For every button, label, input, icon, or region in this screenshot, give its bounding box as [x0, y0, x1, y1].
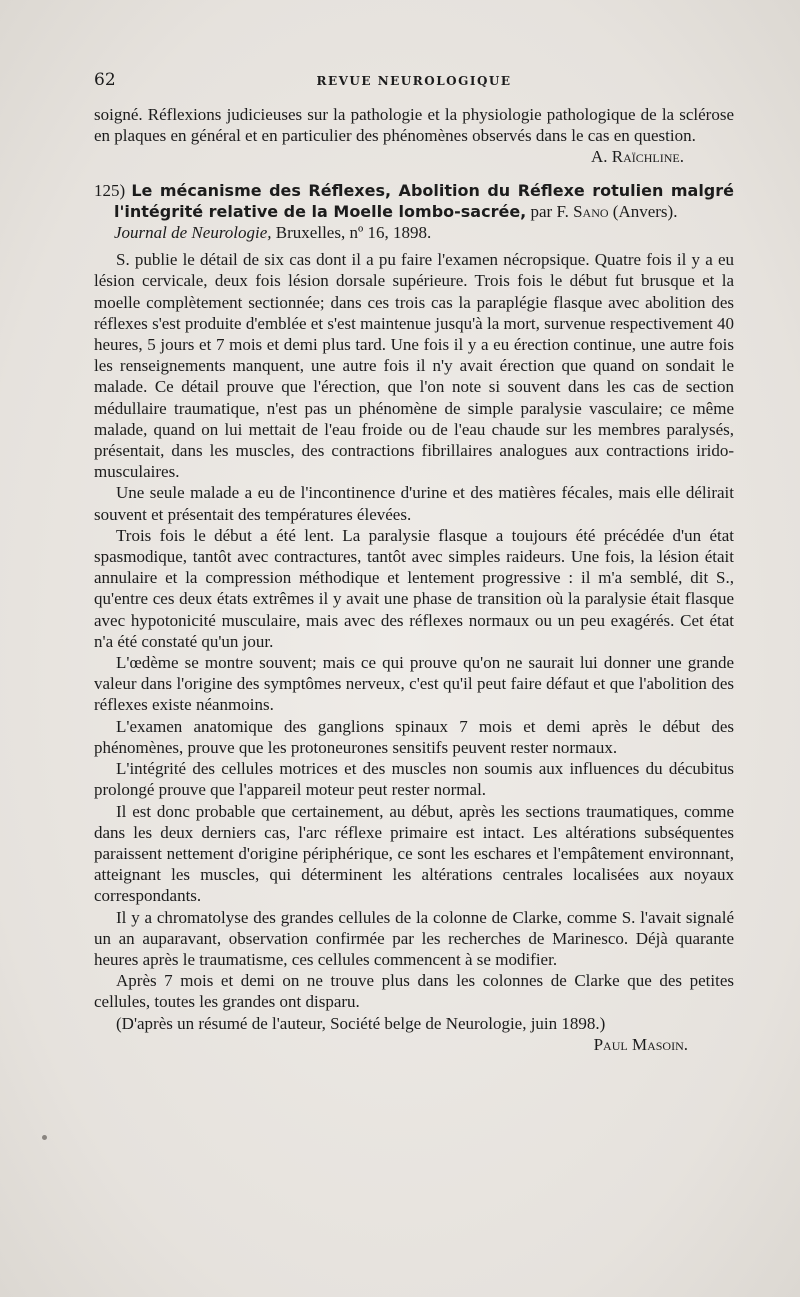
previous-review-text: soigné. Réflexions judicieuses sur la pathologie et la physiologie pathologique de la sclérose en plaques en général et en particulier des phénomènes observés dans le cas en question.: [94, 105, 734, 146]
article-source: [94, 222, 734, 243]
article-author: Sano: [573, 201, 609, 221]
journal-citation: Bruxelles, nº 16, 1898.: [275, 223, 432, 243]
paragraph-7: Il est donc probable que certainement, au début, après les sections traumatiques, comme dans les deux derniers cas, l'arc réflexe primaire est intact. Les altérations subséquentes paraissent nettement d'origine périphérique, ce sont les eschares et l'empâtement environnant, atteignant les muscles, qui déterminent les altérations centrales localisées aux noyaux correspondants.: [94, 801, 734, 906]
paragraph-8: Il y a chromatolyse des grandes cellules de la colonne de Clarke, comme S. l'avait signalé un an auparavant, observation confirmée par les recherches de Marinesco. Déjà quarante heures après le traumatisme, ces cellules commencent à se modifier.: [94, 907, 734, 969]
article-city: (Anvers).: [612, 201, 678, 221]
article-by: par F.: [530, 201, 569, 221]
journal-name: Journal de Neurologie,: [114, 223, 272, 243]
paper-blemish: [42, 1135, 47, 1140]
paragraph-5: L'examen anatomique des ganglions spinaux 7 mois et demi après le début des phénomènes, prouve que les protoneurones sensitifs peuvent rester normaux.: [94, 716, 734, 757]
article-heading: [94, 180, 734, 222]
paragraph-1: S. publie le détail de six cas dont il a pu faire l'examen nécropsique. Quatre fois il y a eu lésion cervicale, deux fois lésion dorsale supérieure. Trois fois le début fut brusque et la moelle complètement sectionnée; dans ces trois cas la paraplégie flasque avec abolition des réflexes s'est produite d'emblée et s'est maintenue jusqu'à la mort, survenue respectivement 40 heures, 5 jours et 7 mois et demi plus tard. Une fois il y a eu érection continue, une autre fois les renseignements manquent, une autre fois il n'y avait érection que quand on sondait le malade. Ce détail prouve que l'érection, que l'on note si souvent dans les cas de section médullaire traumatique, n'est pas un phénomène de simple paralysie vasculaire; ce même malade, quand on lui mettait de l'eau froide ou de l'eau chaude sur les membres paralysés, présentait, dans les muscles, des contractions fibrillaires analogues aux contractions irido-musculaires.: [94, 250, 734, 482]
running-head: REVUE NEUROLOGIQUE: [316, 74, 512, 88]
article-number: 125): [94, 180, 126, 200]
article-title: Le mécanisme des Réflexes, Abolition du Réflexe rotulien malgré l'intégrité relative de la Moelle lombo-sacrée,: [114, 180, 735, 221]
paragraph-6: L'intégrité des cellules motrices et des muscles non soumis aux influences du décubitus prolongé prouve que l'appareil moteur peut rester normal.: [94, 759, 734, 800]
page-header: [94, 70, 734, 96]
article-signature: Paul Masoin.: [593, 1034, 688, 1054]
paragraph-2: Une seule malade a eu de l'incontinence d'urine et des matières fécales, mais elle délirait souvent et présentait des températures élevées.: [94, 483, 734, 524]
section-gap: [94, 168, 734, 180]
paragraph-3: Trois fois le début a été lent. La paralysie flasque a toujours été précédée d'un état spasmodique, tantôt avec contractures, tantôt avec simples raideurs. Une fois, la lésion était annulaire et la compression méthodique et lentement progressive : il m'a semblé, dit S., qu'entre ces deux états extrêmes il y avait une phase de transition où la paralysie était flasque avec hypotonicité musculaire, mais avec des réflexes normaux ou un peu exagérés. Cet état n'a été constaté qu'un jour.: [94, 525, 734, 651]
previous-review-signature: A. Raïchline.: [590, 147, 684, 167]
paragraph-10: (D'après un résumé de l'auteur, Société belge de Neurologie, juin 1898.): [116, 1013, 606, 1033]
paragraph-9: Après 7 mois et demi on ne trouve plus dans les colonnes de Clarke que des petites cellules, toutes les grandes ont disparu.: [94, 971, 734, 1012]
page-number: 62: [94, 70, 116, 90]
paragraph-4: L'œdème se montre souvent; mais ce qui prouve qu'on ne saurait lui donner une grande valeur dans l'origine des symptômes nerveux, c'est qu'il peut faire défaut et que l'abolition des réflexes existe néanmoins.: [94, 653, 734, 715]
page-body: [94, 104, 734, 1055]
